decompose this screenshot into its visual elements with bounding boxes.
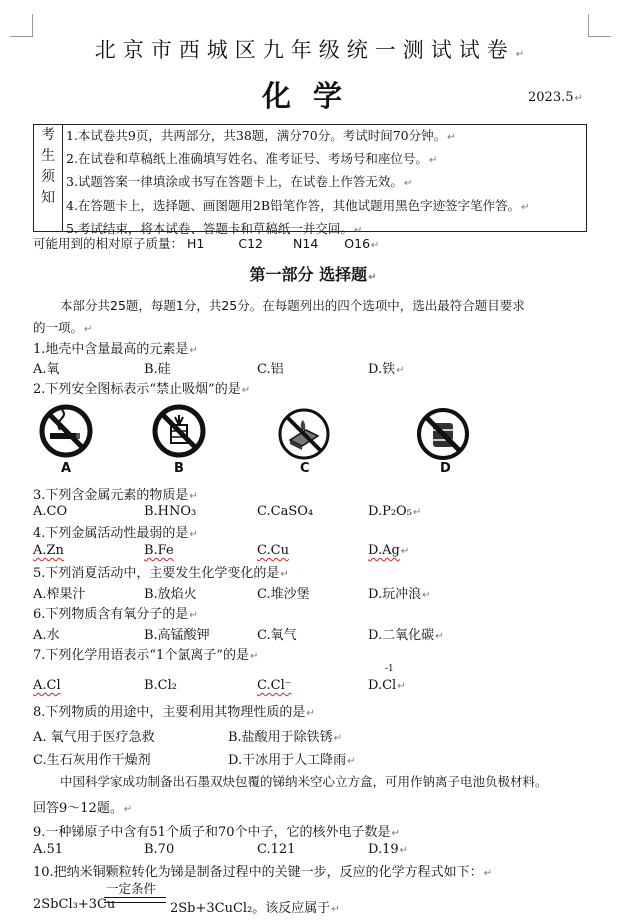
section-intro: 本部分共25题，每题1分，共25分。在每题列出的四个选项中，选出最符合题目要求	[60, 298, 525, 313]
option-d: D.干冰用于人工降雨↵	[228, 753, 356, 768]
instruction-item: 2.在试卷和草稿纸上准确填写姓名、准考证号、考场号和座位号。↵	[66, 151, 438, 167]
no-smoking-icon	[38, 403, 94, 459]
option-c: C.CaSO₄	[257, 504, 314, 519]
question-stem: 1.地壳中含量最高的元素是↵	[33, 342, 198, 357]
instruction-item: 3.试题答案一律填涂或书写在答题卡上，在试卷上作答无效。↵	[66, 174, 413, 190]
option-a: A.Zn	[33, 543, 64, 558]
option-a: A.51	[33, 842, 64, 857]
question-stem: 6.下列物质含有氧分子的是↵	[33, 607, 198, 622]
document-title: 北京市西城区九年级统一测试试卷↵	[94, 38, 532, 62]
option-c: C.生石灰用作干燥剂	[33, 753, 151, 768]
instruction-item: 1.本试卷共9页，共两部分，共38题，满分70分。考试时间70分钟。↵	[66, 128, 456, 143]
question-stem: 2.下列安全图标表示“禁止吸烟”的是↵	[33, 382, 251, 397]
option-c: C.Cl⁻	[257, 678, 292, 693]
option-c: C.堆沙堡	[257, 587, 310, 602]
section-intro-cont: 的一项。↵	[33, 320, 93, 335]
option-d: D.Cl↵	[368, 678, 406, 693]
option-b: B.高锰酸钾	[144, 628, 210, 643]
equation-right: 2Sb+3CuCl₂。该反应属于↵	[170, 901, 340, 916]
option-d: D.P₂O₅↵	[368, 504, 422, 519]
no-barrel-icon	[415, 406, 471, 462]
question-stem: 7.下列化学用语表示“1个氯离子”的是↵	[33, 648, 259, 663]
passage-instruction: 回答9～12题。↵	[33, 801, 133, 816]
option-b: B.Cl₂	[144, 678, 178, 693]
option-a: A.水	[33, 628, 60, 643]
sign-label-a: A	[61, 461, 72, 476]
sign-label-b: B	[174, 461, 184, 476]
passage-text: 中国科学家成功制备出石墨双炔包覆的锑纳米空心立方盒，可用作钠离子电池负极材料。	[60, 774, 548, 789]
option-b: B.HNO₃	[144, 504, 197, 519]
option-a: A.Cl	[33, 678, 61, 693]
option-b: B.放焰火	[144, 587, 197, 602]
option-d: D.Ag↵	[368, 543, 410, 558]
equation-left: 2SbCl₃+3Cu	[33, 897, 116, 912]
option-d: D.19↵	[368, 842, 409, 857]
option-b: B.Fe	[144, 543, 174, 558]
question-stem: 10.把纳米铜颗粒转化为锑是制备过程中的关键一步，反应的化学方程式如下：↵	[33, 865, 493, 880]
option-c: C.Cu	[257, 543, 289, 558]
question-stem: 9.一种锑原子中含有51个质子和70个中子，它的核外电子数是↵	[33, 825, 400, 840]
option-d: D.玩冲浪↵	[368, 587, 431, 602]
instruction-item: 4.在答题卡上，选择题、画图题用2B铅笔作答，其他试题用黑色字迹签字笔作答。↵	[66, 197, 530, 213]
reaction-condition: 一定条件	[106, 881, 157, 896]
question-stem: 5.下列消夏活动中，主要发生化学变化的是↵	[33, 566, 289, 581]
subject-title: 化学	[261, 79, 364, 113]
option-c: C.铝	[257, 362, 284, 377]
exam-date: 2023.5↵	[528, 90, 583, 105]
reaction-arrow	[104, 897, 166, 903]
question-stem: 4.下列金属活动性最弱的是↵	[33, 526, 198, 541]
sign-label-c: C	[300, 461, 310, 476]
option-b: B.70	[144, 842, 175, 857]
option-a: A.CO	[33, 504, 68, 519]
option-b: B.盐酸用于除铁锈↵	[228, 730, 343, 745]
sign-label-d: D	[440, 461, 451, 476]
option-c: C.氧气	[257, 628, 297, 643]
option-a: A.氧	[33, 362, 60, 377]
atomic-masses: 可能用到的相对原子质量： H1 C12 N14 O16↵	[33, 236, 380, 251]
option-d: D.二氧化碳↵	[368, 628, 444, 643]
instructions-list	[66, 125, 529, 241]
instruction-item: 5.考试结束，将本试卷、答题卡和草稿纸一并交回。↵	[66, 220, 363, 236]
instructions-box	[33, 124, 587, 236]
superscript-charge: -1	[385, 664, 394, 674]
option-a: A. 氧气用于医疗急救	[33, 730, 155, 745]
instructions-side-label: 考 生 须 知	[34, 125, 63, 231]
question-stem: 3.下列含金属元素的物质是↵	[33, 488, 198, 503]
option-d: D.铁↵	[368, 362, 405, 377]
no-burning-icon	[276, 406, 332, 462]
section-title: 第一部分 选择题↵	[249, 265, 377, 284]
option-c: C.121	[257, 842, 296, 857]
option-b: B.硅	[144, 362, 171, 377]
question-stem: 8.下列物质的用途中，主要利用其物理性质的是↵	[33, 705, 315, 720]
no-fireworks-icon	[151, 403, 207, 459]
option-a: A.榨果汁	[33, 587, 86, 602]
